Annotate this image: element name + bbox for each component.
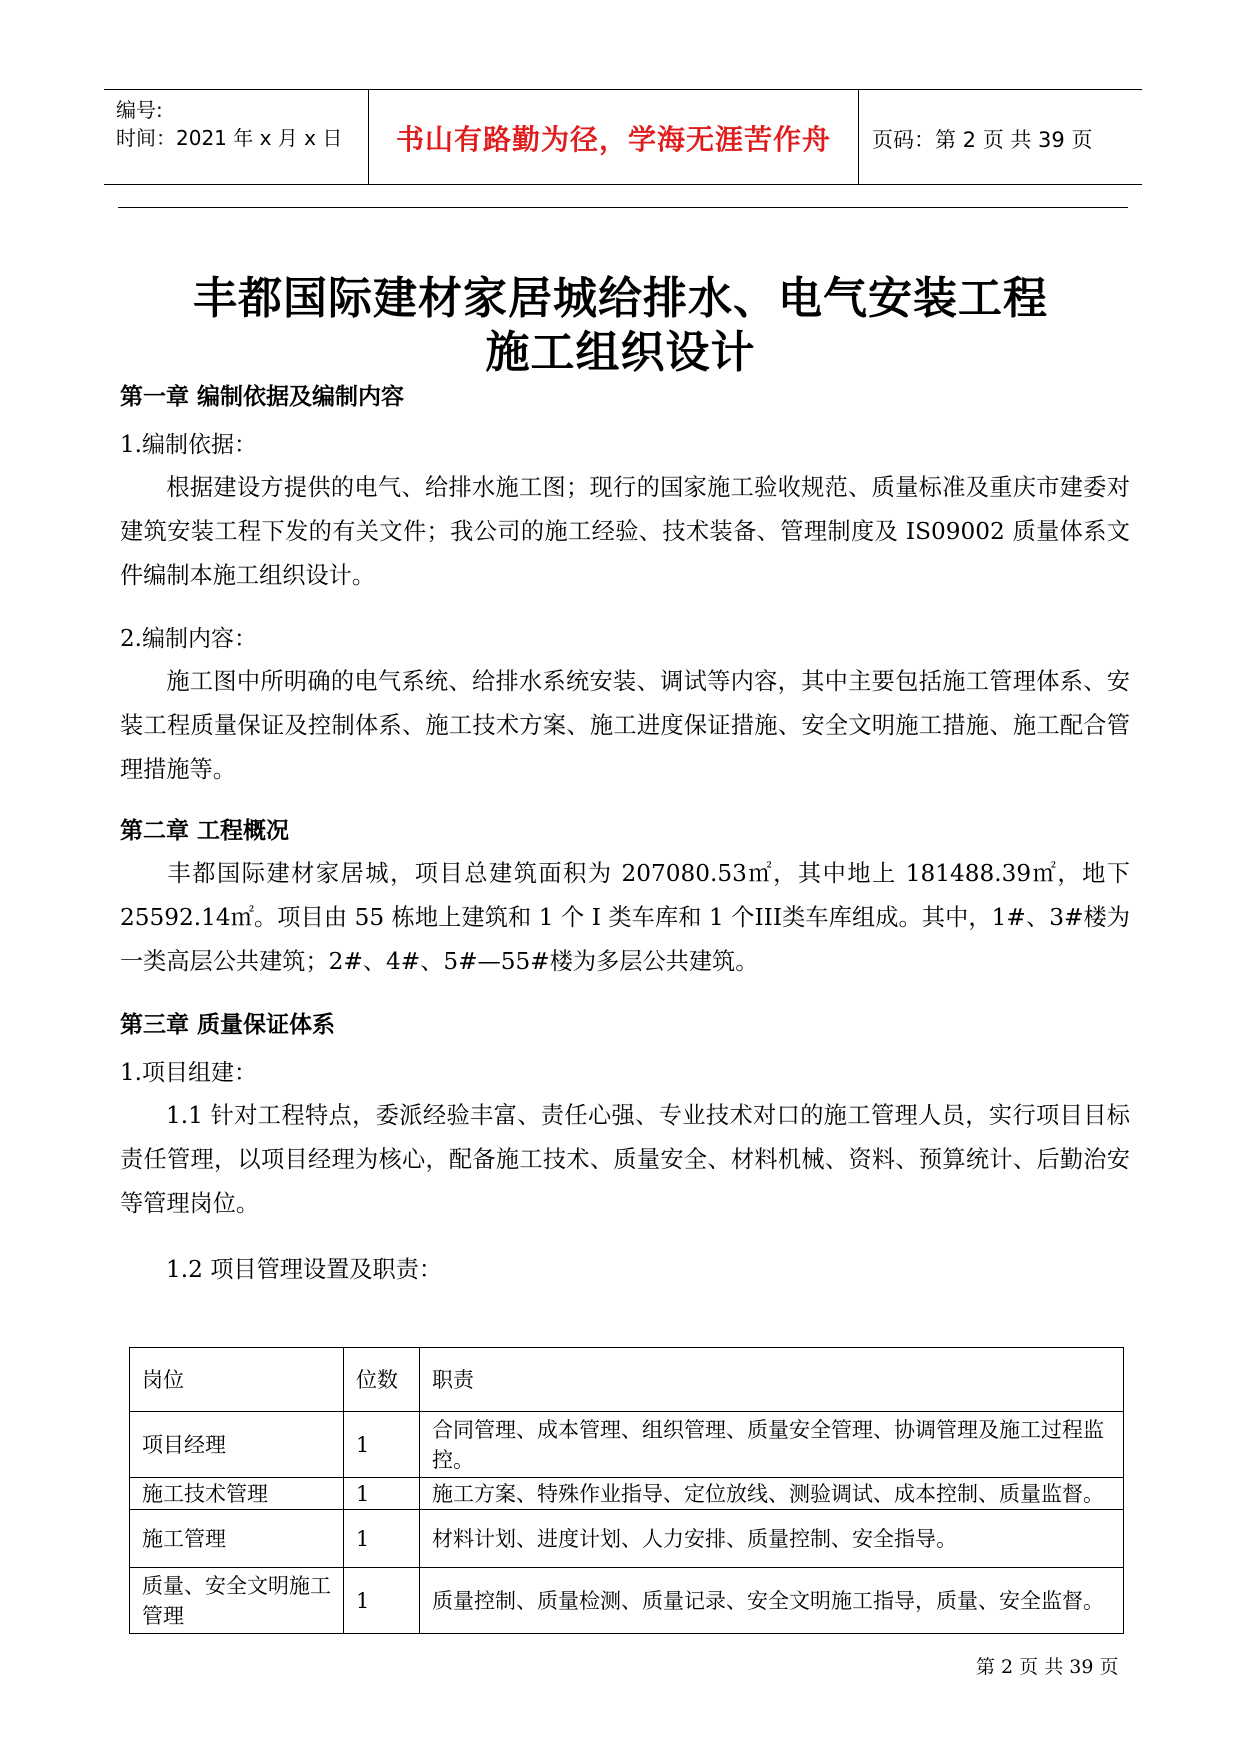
header-page-number: 页码：第 2 页 共 39 页 [872,128,1093,152]
table-cell-position: 施工技术管理 [130,1478,344,1510]
header-info-cell [104,90,368,184]
table-cell-position: 施工管理 [130,1510,344,1568]
paragraph-project-overview [120,852,1130,984]
document-time-label: 时间：2021 年 x 月 x 日 [116,126,343,150]
table-cell-count: 1 [344,1478,420,1510]
table-header-row [130,1348,1124,1412]
header-page-cell [858,90,1142,184]
paragraph-text: 1.2 项目管理设置及职责： [166,1256,443,1283]
table-header-cell: 岗位 [130,1348,344,1412]
paragraph-management-setup [120,1248,1130,1292]
document-title-line1: 丰都国际建材家居城给排水、电气安装工程 [193,273,1048,324]
chapter-2-heading: 第二章 工程概况 [120,818,290,844]
table-header-cell: 职责 [420,1348,1124,1412]
section-2-heading: 2.编制内容： [120,626,257,652]
table-cell-duty: 合同管理、成本管理、组织管理、质量安全管理、协调管理及施工过程监控。 [420,1412,1124,1478]
section-3-heading: 1.项目组建： [120,1060,257,1086]
paragraph-text: 1.1 针对工程特点，委派经验丰富、责任心强、专业技术对口的施工管理人员，实行项目目标责任管理，以项目经理为核心，配备施工技术、质量安全、材料机械、资料、预算统计、后勤治安等管理岗位。 [120,1102,1130,1217]
table-cell-duty: 材料计划、进度计划、人力安排、质量控制、安全指导。 [420,1510,1124,1568]
chapter-1-heading: 第一章 编制依据及编制内容 [120,384,405,410]
table-cell-count: 1 [344,1510,420,1568]
paragraph-text: 丰都国际建材家居城，项目总建筑面积为 207080.53㎡，其中地上 181488.39㎡，地下 25592.14㎡。项目由 55 栋地上建筑和 1 个 I 类车库和 1 个III类车库组成。其中，1#、3#楼为一类高层公共建筑；2#、4#、5#—55#楼为多层公共建筑。 [120,860,1130,975]
table-row [130,1568,1124,1634]
paragraph-text: 根据建设方提供的电气、给排水施工图；现行的国家施工验收规范、质量标准及重庆市建委对建筑安装工程下发的有关文件；我公司的施工经验、技术装备、管理制度及 IS09002 质量体系文件编制本施工组织设计。 [120,474,1130,589]
table-cell-duty: 质量控制、质量检测、质量记录、安全文明施工指导，质量、安全监督。 [420,1568,1124,1634]
header-motto-cell [368,90,859,184]
table-cell-count: 1 [344,1412,420,1478]
table-row [130,1510,1124,1568]
paragraph-text: 施工图中所明确的电气系统、给排水系统安装、调试等内容，其中主要包括施工管理体系、安装工程质量保证及控制体系、施工技术方案、施工进度保证措施、安全文明施工措施、施工配合管理措施等。 [120,668,1130,783]
table-row [130,1478,1124,1510]
page-header [104,89,1142,185]
document-title-line2: 施工组织设计 [485,327,756,378]
duties-table [129,1347,1124,1634]
section-1-heading: 1.编制依据： [120,432,257,458]
table-header-cell: 位数 [344,1348,420,1412]
document-number-label: 编号: [116,98,163,122]
paragraph-project-setup [120,1094,1130,1226]
table-cell-position: 项目经理 [130,1412,344,1478]
table-row [130,1412,1124,1478]
chapter-3-heading: 第三章 质量保证体系 [120,1012,336,1038]
table-cell-count: 1 [344,1568,420,1634]
table-cell-position: 质量、安全文明施工管理 [130,1568,344,1634]
header-divider [118,207,1128,208]
table-cell-duty: 施工方案、特殊作业指导、定位放线、测验调试、成本控制、质量监督。 [420,1478,1124,1510]
paragraph-compile-content [120,660,1130,792]
page-footer: 第 2 页 共 39 页 [976,1656,1119,1678]
header-motto: 书山有路勤为径，学海无涯苦作舟 [395,123,831,156]
paragraph-compile-basis [120,466,1130,598]
